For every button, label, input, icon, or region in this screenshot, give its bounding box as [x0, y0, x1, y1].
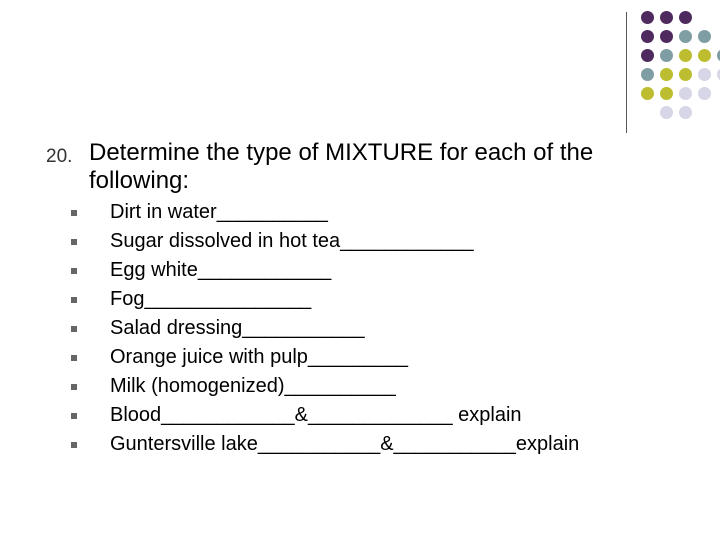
decorative-dot: [698, 87, 711, 100]
decorative-dot: [641, 30, 654, 43]
decorative-dot: [660, 68, 673, 81]
decorative-dot: [679, 49, 692, 62]
decorative-dot: [641, 49, 654, 62]
square-bullet-icon: [71, 326, 77, 332]
question-text: Determine the type of MIXTURE for each of the following:: [89, 139, 594, 194]
square-bullet-icon: [71, 413, 77, 419]
square-bullet-icon: [71, 297, 77, 303]
square-bullet-icon: [71, 355, 77, 361]
decorative-dot: [679, 11, 692, 24]
decorative-dot: [641, 68, 654, 81]
decorative-dot: [660, 49, 673, 62]
decorative-dot: [679, 87, 692, 100]
list-item-text: Milk (homogenized)__________: [110, 375, 396, 397]
decorative-dot: [679, 68, 692, 81]
decorative-dot: [698, 68, 711, 81]
square-bullet-icon: [71, 442, 77, 448]
square-bullet-icon: [71, 210, 77, 216]
decorative-dot: [660, 30, 673, 43]
list-item-text: Blood____________&_____________ explain: [110, 404, 522, 426]
decorative-dot: [641, 87, 654, 100]
decorative-dot: [641, 11, 654, 24]
vertical-divider-line: [626, 12, 627, 133]
square-bullet-icon: [71, 268, 77, 274]
decorative-dot: [660, 106, 673, 119]
square-bullet-icon: [71, 384, 77, 390]
decorative-dot: [679, 106, 692, 119]
decorative-dot: [660, 11, 673, 24]
decorative-dot: [660, 87, 673, 100]
list-item-text: Sugar dissolved in hot tea____________: [110, 230, 474, 252]
decorative-dot: [698, 49, 711, 62]
list-item-text: Dirt in water__________: [110, 201, 328, 223]
square-bullet-icon: [71, 239, 77, 245]
list-item-text: Fog_______________: [110, 288, 312, 310]
list-item-text: Salad dressing___________: [110, 317, 365, 339]
list-item-text: Orange juice with pulp_________: [110, 346, 408, 368]
list-item-text: Guntersville lake___________&___________explain: [110, 433, 580, 455]
decorative-dot: [679, 30, 692, 43]
question-number: 20.: [46, 146, 73, 167]
decorative-dot: [698, 30, 711, 43]
list-item-text: Egg white____________: [110, 259, 332, 281]
